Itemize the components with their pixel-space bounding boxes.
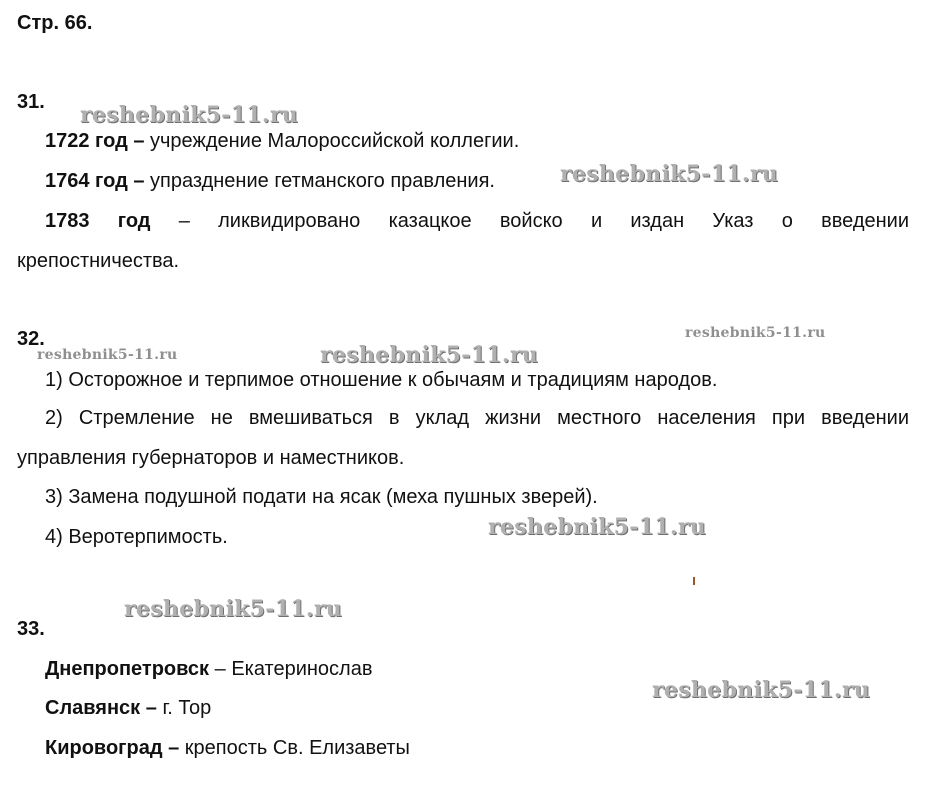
q31-item-3-year: 1783 год: [45, 210, 151, 232]
q31-item-1: [45, 129, 519, 153]
q32-item-1: 1) Осторожное и терпимое отношение к обычаям и традициям народов.: [45, 369, 718, 391]
q31-item-2: [45, 169, 495, 193]
q31-item-3-text: – ликвидировано казацкое войско и издан Указ о введении: [178, 210, 909, 232]
q32-item-2-line-2: управления губернаторов и наместников.: [17, 447, 405, 469]
q33-item-1: [45, 657, 372, 681]
q31-item-2-text: упразднение гетманского правления.: [144, 170, 495, 192]
question-31-number: 31.: [17, 91, 45, 113]
watermark-3: reshebnik5-11.ru: [685, 325, 826, 341]
q32-item-2-line-1: 2) Стремление не вмешиваться в уклад жизни местного населения при введении: [45, 407, 909, 429]
q31-item-3-line-1: [45, 209, 909, 233]
stray-mark: [693, 577, 695, 585]
q31-item-2-year: 1764 год –: [45, 170, 145, 192]
q31-item-1-year: 1722 год –: [45, 130, 145, 152]
q33-item-3: [45, 736, 410, 760]
q33-item-2: [45, 696, 211, 720]
q33-item-3-new-name: Кировоград –: [45, 737, 180, 759]
watermark-8: reshebnik5-11.ru: [652, 677, 871, 703]
watermark-6: reshebnik5-11.ru: [488, 514, 707, 540]
watermark-4: reshebnik5-11.ru: [37, 347, 178, 363]
q31-item-3-line-2: крепостничества.: [17, 250, 180, 272]
watermark-1: reshebnik5-11.ru: [80, 102, 299, 128]
q33-item-1-new-name: Днепропетровск: [45, 658, 210, 680]
page-header: Стр. 66.: [17, 12, 93, 34]
q33-item-2-old-name: г. Тор: [162, 697, 212, 719]
q33-item-1-old-name: Екатеринослав: [231, 658, 373, 680]
watermark-5: reshebnik5-11.ru: [320, 342, 539, 368]
q32-item-3: 3) Замена подушной подати на ясак (меха пушных зверей).: [45, 486, 598, 508]
q33-item-2-new-name: Славянск –: [45, 697, 157, 719]
question-33-number: 33.: [17, 618, 45, 640]
q33-item-1-sep: –: [209, 658, 232, 680]
q32-item-4: 4) Веротерпимость.: [45, 526, 228, 548]
q33-item-3-old-name: крепость Св. Елизаветы: [184, 737, 410, 759]
watermark-2: reshebnik5-11.ru: [560, 161, 779, 187]
question-32-number: 32.: [17, 328, 45, 350]
watermark-7: reshebnik5-11.ru: [124, 596, 343, 622]
q31-item-1-text: учреждение Малороссийской коллегии.: [144, 130, 520, 152]
